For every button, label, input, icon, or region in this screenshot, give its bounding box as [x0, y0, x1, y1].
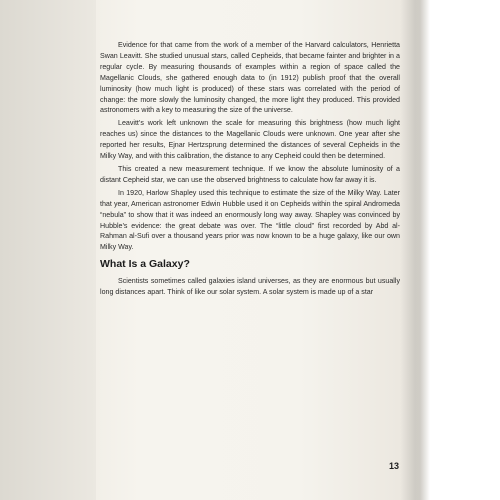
page-number: 13: [389, 461, 400, 471]
paragraph-shapley-hubble: In 1920, Harlow Shapley used this technique to estimate the size of the Milky Way. Later that year, American astronomer Edwin Hubble used it on Cepheids within the spiral Andromeda “nebula” to show that it was indeed an enormously long way away. Shapley was convinced by Hubble’s evidence: the great debate was over. The “little cloud” first recorded by Abd al-Rahman al-Sufi over a thousand years prior was now known to be a huge galaxy, like our own Milky Way.: [100, 188, 400, 252]
paragraph-measurement: This created a new measurement technique. If we know the absolute luminosity of a distant Cepheid star, we can use the observed brightness to calculate how far away it is.: [100, 164, 400, 184]
paragraph-hertzsprung: Leavitt’s work left unknown the scale for measuring this brightness (how much light reaches us) since the distances to the Magellanic Clouds were unknown. One year after she reported her results, Ejnar Hertzsprung determined the distances of several Cepheids in the Milky Way, and with this calibration, the distance to any Cepheid could then be determined.: [100, 119, 400, 161]
paragraph-galaxy: Scientists sometimes called galaxies island universes, as they are enormous but usually long distances apart. Think of like our solar system. A solar system is made up of a star: [100, 277, 400, 297]
paragraph-leavitt: Evidence for that came from the work of a member of the Harvard calculators, Henrietta Swan Leavitt. She studied unusual stars, called Cepheids, that became fainter and brighter in a regular cycle. By measuring thousands of examples within a region of space called the Magellanic Clouds, she gathered enough data to (in 1912) publish proof that the overall luminosity (how much light is produced) of these stars was correlated with the period of change: the more slowly the luminosity changed, the more light they produced. This provided astronomers with a key to measuring the size of the universe.: [100, 41, 400, 115]
body-text: [100, 40, 400, 300]
section-heading: What Is a Galaxy?: [100, 258, 190, 271]
